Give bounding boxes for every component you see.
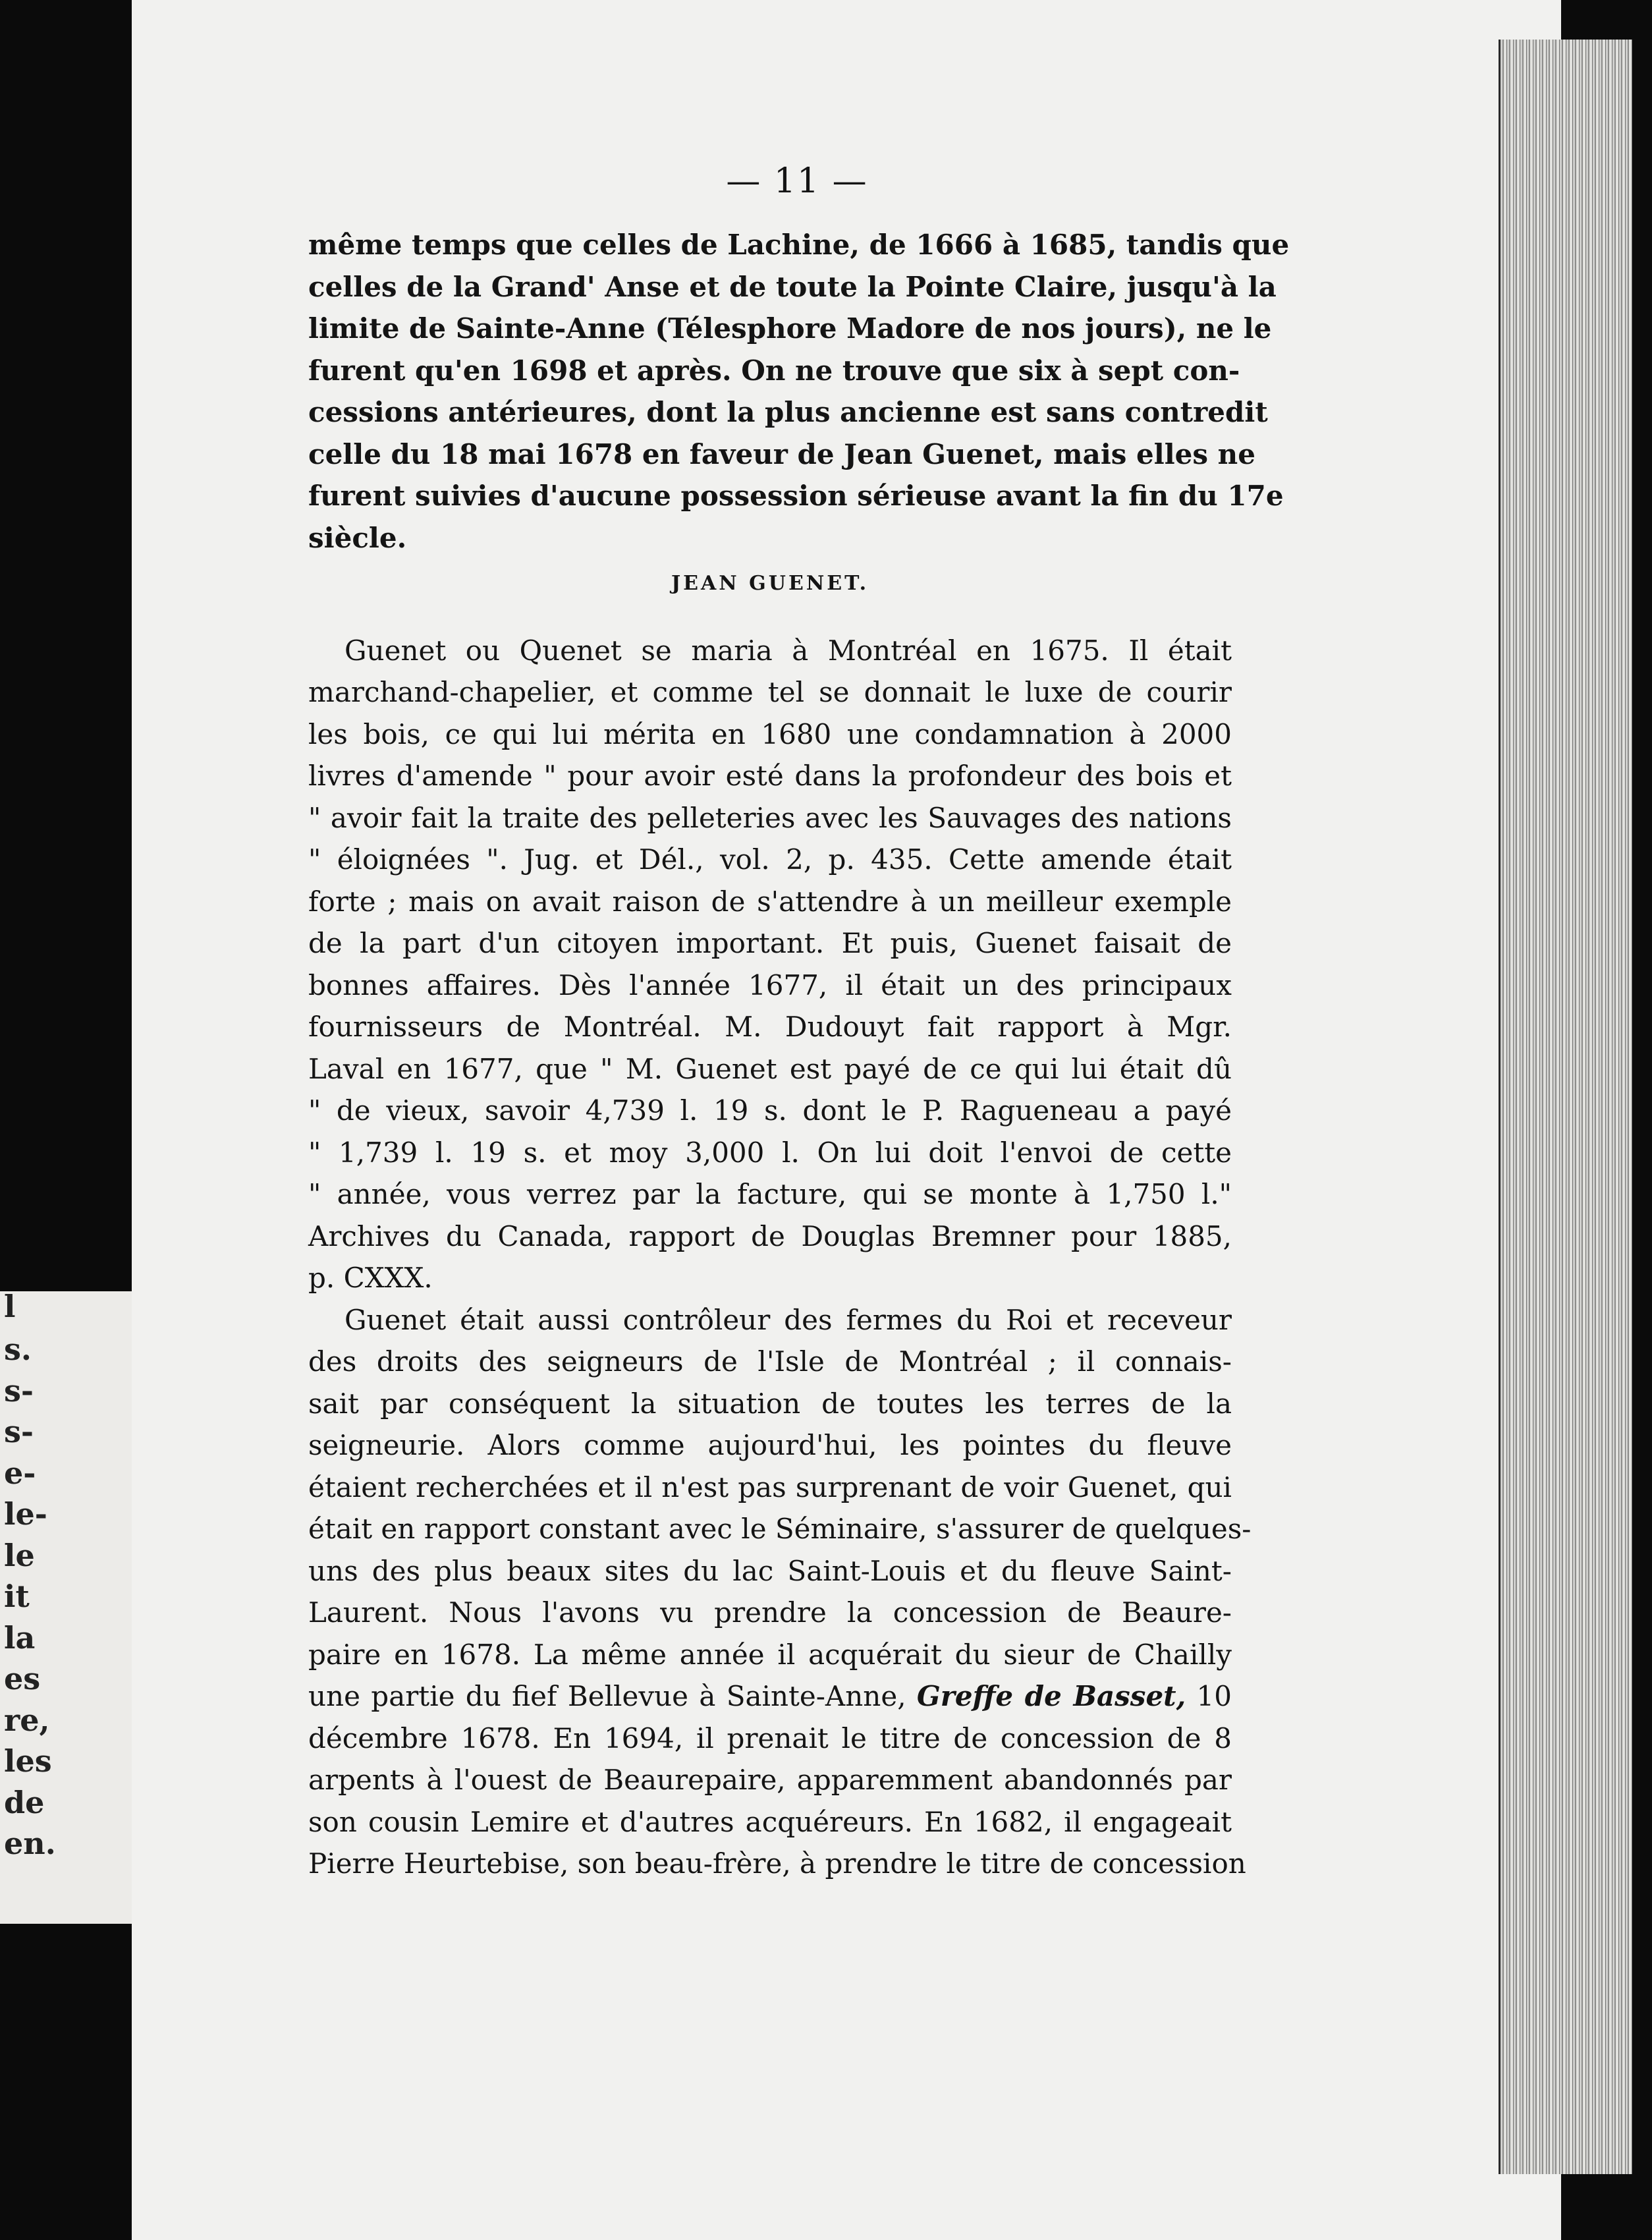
text-line: limite de Sainte-Anne (Télesphore Madore de nos jours), ne le — [308, 312, 1272, 345]
margin-fragment: e- — [4, 1455, 36, 1491]
margin-fragment: la — [4, 1620, 36, 1656]
text-line: de la part d'un citoyen important. Et puis, Guenet faisait de — [308, 927, 1232, 959]
margin-fragment: l — [4, 1289, 16, 1324]
section-heading: JEAN GUENET. — [671, 572, 869, 595]
text-line: celles de la Grand' Anse et de toute la Pointe Claire, jusqu'à la — [308, 270, 1277, 303]
text-line: Pierre Heurtebise, son beau-frère, à prendre le titre de concession — [308, 1847, 1246, 1880]
margin-fragment: s. — [4, 1331, 32, 1367]
text-line: Laval en 1677, que " M. Guenet est payé de ce qui lui était dû — [308, 1052, 1232, 1085]
page-body — [308, 224, 1290, 1885]
text-line: Archives du Canada, rapport de Douglas Bremner pour 1885, — [308, 1219, 1232, 1252]
text-line: " avoir fait la traite des pelleteries avec les Sauvages des nations — [308, 801, 1232, 834]
text-line: des droits des seigneurs de l'Isle de Montréal ; il connais- — [308, 1345, 1232, 1378]
margin-fragment: s- — [4, 1414, 34, 1449]
text-line: " année, vous verrez par la facture, qui se monte à 1,750 l." — [308, 1178, 1232, 1210]
text-line: livres d'amende " pour avoir esté dans la profondeur des bois et — [308, 760, 1232, 792]
text-line: était en rapport constant avec le Séminaire, s'assurer de quelques- — [308, 1513, 1252, 1545]
text-line: même temps que celles de Lachine, de 1666 à 1685, tandis que — [308, 229, 1290, 261]
text-line: cessions antérieures, dont la plus ancienne est sans contredit — [308, 396, 1268, 428]
text-line: Guenet ou Quenet se maria à Montréal en 1675. Il était — [344, 634, 1232, 667]
text-line: marchand-chapelier, et comme tel se donnait le luxe de courir — [308, 676, 1232, 708]
text-line: les bois, ce qui lui mérita en 1680 une condamnation à 2000 — [308, 717, 1232, 750]
text-line: arpents à l'ouest de Beaurepaire, apparemment abandonnés par — [308, 1764, 1232, 1796]
page-number: — 11 — — [726, 161, 868, 201]
paragraph-2 — [308, 630, 1232, 1299]
margin-fragment: les — [4, 1743, 52, 1779]
margin-fragment: le — [4, 1538, 35, 1573]
text-line: paire en 1678. La même année il acquérait du sieur de Chailly — [308, 1638, 1232, 1671]
text-line: p. CXXX. — [308, 1262, 433, 1294]
text-line: sait par conséquent la situation de toutes les terres de la — [308, 1387, 1232, 1420]
text-line: seigneurie. Alors comme aujourd'hui, les pointes du fleuve — [308, 1429, 1232, 1461]
margin-fragment: re, — [4, 1702, 50, 1738]
paragraph-3-continued — [308, 1718, 1246, 1885]
text-line: " 1,739 l. 19 s. et moy 3,000 l. On lui doit l'envoi de cette — [308, 1136, 1232, 1169]
text-line: décembre 1678. En 1694, il prenait le titre de concession de 8 — [308, 1722, 1232, 1754]
text-line: étaient recherchées et il n'est pas surprenant de voir Guenet, qui — [308, 1470, 1232, 1503]
text-line: " de vieux, savoir 4,739 l. 19 s. dont le P. Ragueneau a payé — [308, 1094, 1232, 1127]
text-line: uns des plus beaux sites du lac Saint-Louis et du fleuve Saint- — [308, 1554, 1232, 1587]
text-line: siècle. — [308, 521, 407, 554]
text-line-with-citation: une partie du fief Bellevue à Sainte-Anne, Greffe de Basset, 10 — [308, 1680, 1232, 1712]
text-line: forte ; mais on avait raison de s'attendre à un meilleur exemple — [308, 885, 1232, 918]
text-line: " éloignées ". Jug. et Dél., vol. 2, p. 435. Cette amende était — [308, 843, 1232, 876]
text-line: fournisseurs de Montréal. M. Dudouyt fait rapport à Mgr. — [308, 1011, 1232, 1043]
margin-fragment: it — [4, 1579, 30, 1614]
text-line: Guenet était aussi contrôleur des fermes du Roi et receveur — [344, 1303, 1232, 1336]
text-line: son cousin Lemire et d'autres acquéreurs. En 1682, il engageait — [308, 1805, 1232, 1838]
text-line: furent suivies d'aucune possession sérieuse avant la fin du 17e — [308, 480, 1284, 512]
margin-fragment: de — [4, 1785, 45, 1820]
margin-fragment: es — [4, 1661, 41, 1696]
paragraph-1 — [308, 224, 1290, 559]
text-line: celle du 18 mai 1678 en faveur de Jean Guenet, mais elles ne — [308, 437, 1255, 470]
text-line: bonnes affaires. Dès l'année 1677, il était un des principaux — [308, 968, 1232, 1001]
text-line: furent qu'en 1698 et après. On ne trouve que six à sept con- — [308, 354, 1240, 387]
adjacent-page-strip — [0, 1291, 132, 1924]
citation-italic: Greffe de Basset, — [916, 1680, 1186, 1712]
margin-fragment: le- — [4, 1496, 47, 1532]
book-page-edges — [1499, 40, 1632, 2174]
margin-fragment: s- — [4, 1373, 34, 1409]
text-line: Laurent. Nous l'avons vu prendre la concession de Beaure- — [308, 1596, 1232, 1629]
paragraph-3 — [308, 1299, 1252, 1676]
margin-fragment: en. — [4, 1826, 56, 1861]
